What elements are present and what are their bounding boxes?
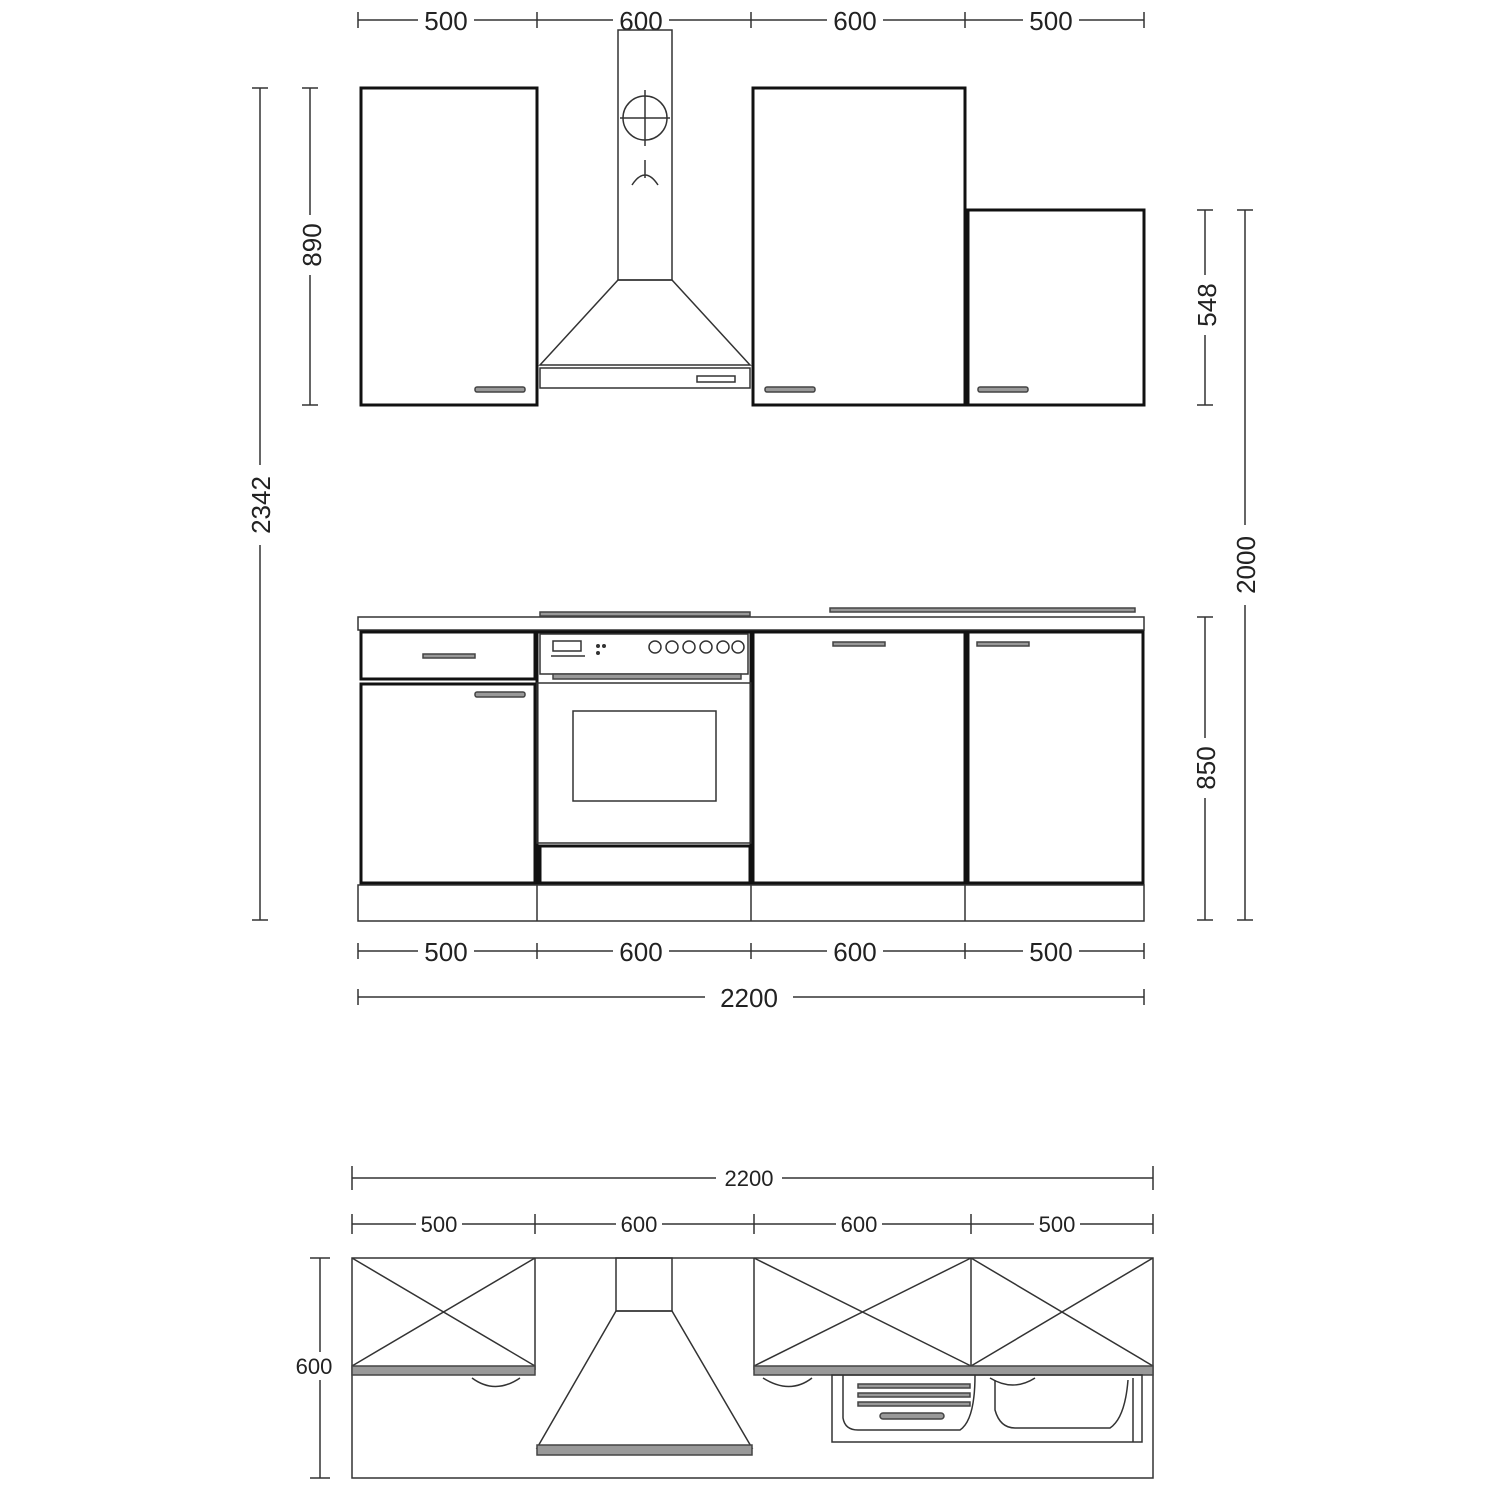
- range-hood: [540, 30, 750, 388]
- top-width-label: 600: [833, 6, 877, 36]
- plinth: [358, 885, 1144, 921]
- plan-width-label: 500: [420, 1212, 458, 1237]
- wall-cabinet-right-small: [968, 210, 1144, 405]
- plan-total-width-label: 2200: [724, 1166, 774, 1191]
- height-dimensions-right: [1190, 210, 1261, 920]
- bottom-width-dimensions: [358, 937, 1144, 1013]
- plan-width-label: 500: [1038, 1212, 1076, 1237]
- bottom-width-label: 500: [1029, 937, 1073, 967]
- top-width-label: 500: [424, 6, 468, 36]
- wall-cabinet-left: [361, 88, 537, 405]
- bottom-width-label: 600: [833, 937, 877, 967]
- total-height-label: 2342: [246, 476, 276, 534]
- top-width-label: 500: [1029, 6, 1073, 36]
- plan-width-label: 600: [620, 1212, 658, 1237]
- worktop: [358, 608, 1144, 630]
- height-dimensions-left: [245, 88, 327, 920]
- wall-top-height-label: 2000: [1231, 536, 1261, 594]
- bottom-width-label: 500: [424, 937, 468, 967]
- plan-width-label: 600: [840, 1212, 878, 1237]
- base-cabinet-drawer-unit: [361, 632, 535, 883]
- base-cabinet-sink: [968, 632, 1143, 883]
- top-width-dimensions: [358, 6, 1144, 36]
- bottom-width-label: 600: [619, 937, 663, 967]
- plan-view: [352, 1258, 1153, 1478]
- hood-plan: [537, 1258, 752, 1455]
- wall-cabinet-height-label: 890: [297, 223, 327, 267]
- base-height-label: 850: [1191, 746, 1221, 790]
- plan-depth-label: 600: [295, 1354, 333, 1379]
- small-cabinet-height-label: 548: [1192, 283, 1222, 327]
- oven: [537, 632, 751, 883]
- total-width-label: 2200: [720, 983, 778, 1013]
- top-width-label: 600: [619, 6, 663, 36]
- wall-cabinet-middle: [753, 88, 965, 405]
- base-cabinet-dishwasher: [753, 632, 965, 883]
- sink-plan: [832, 1375, 1142, 1442]
- plan-dimensions: [295, 1164, 1153, 1478]
